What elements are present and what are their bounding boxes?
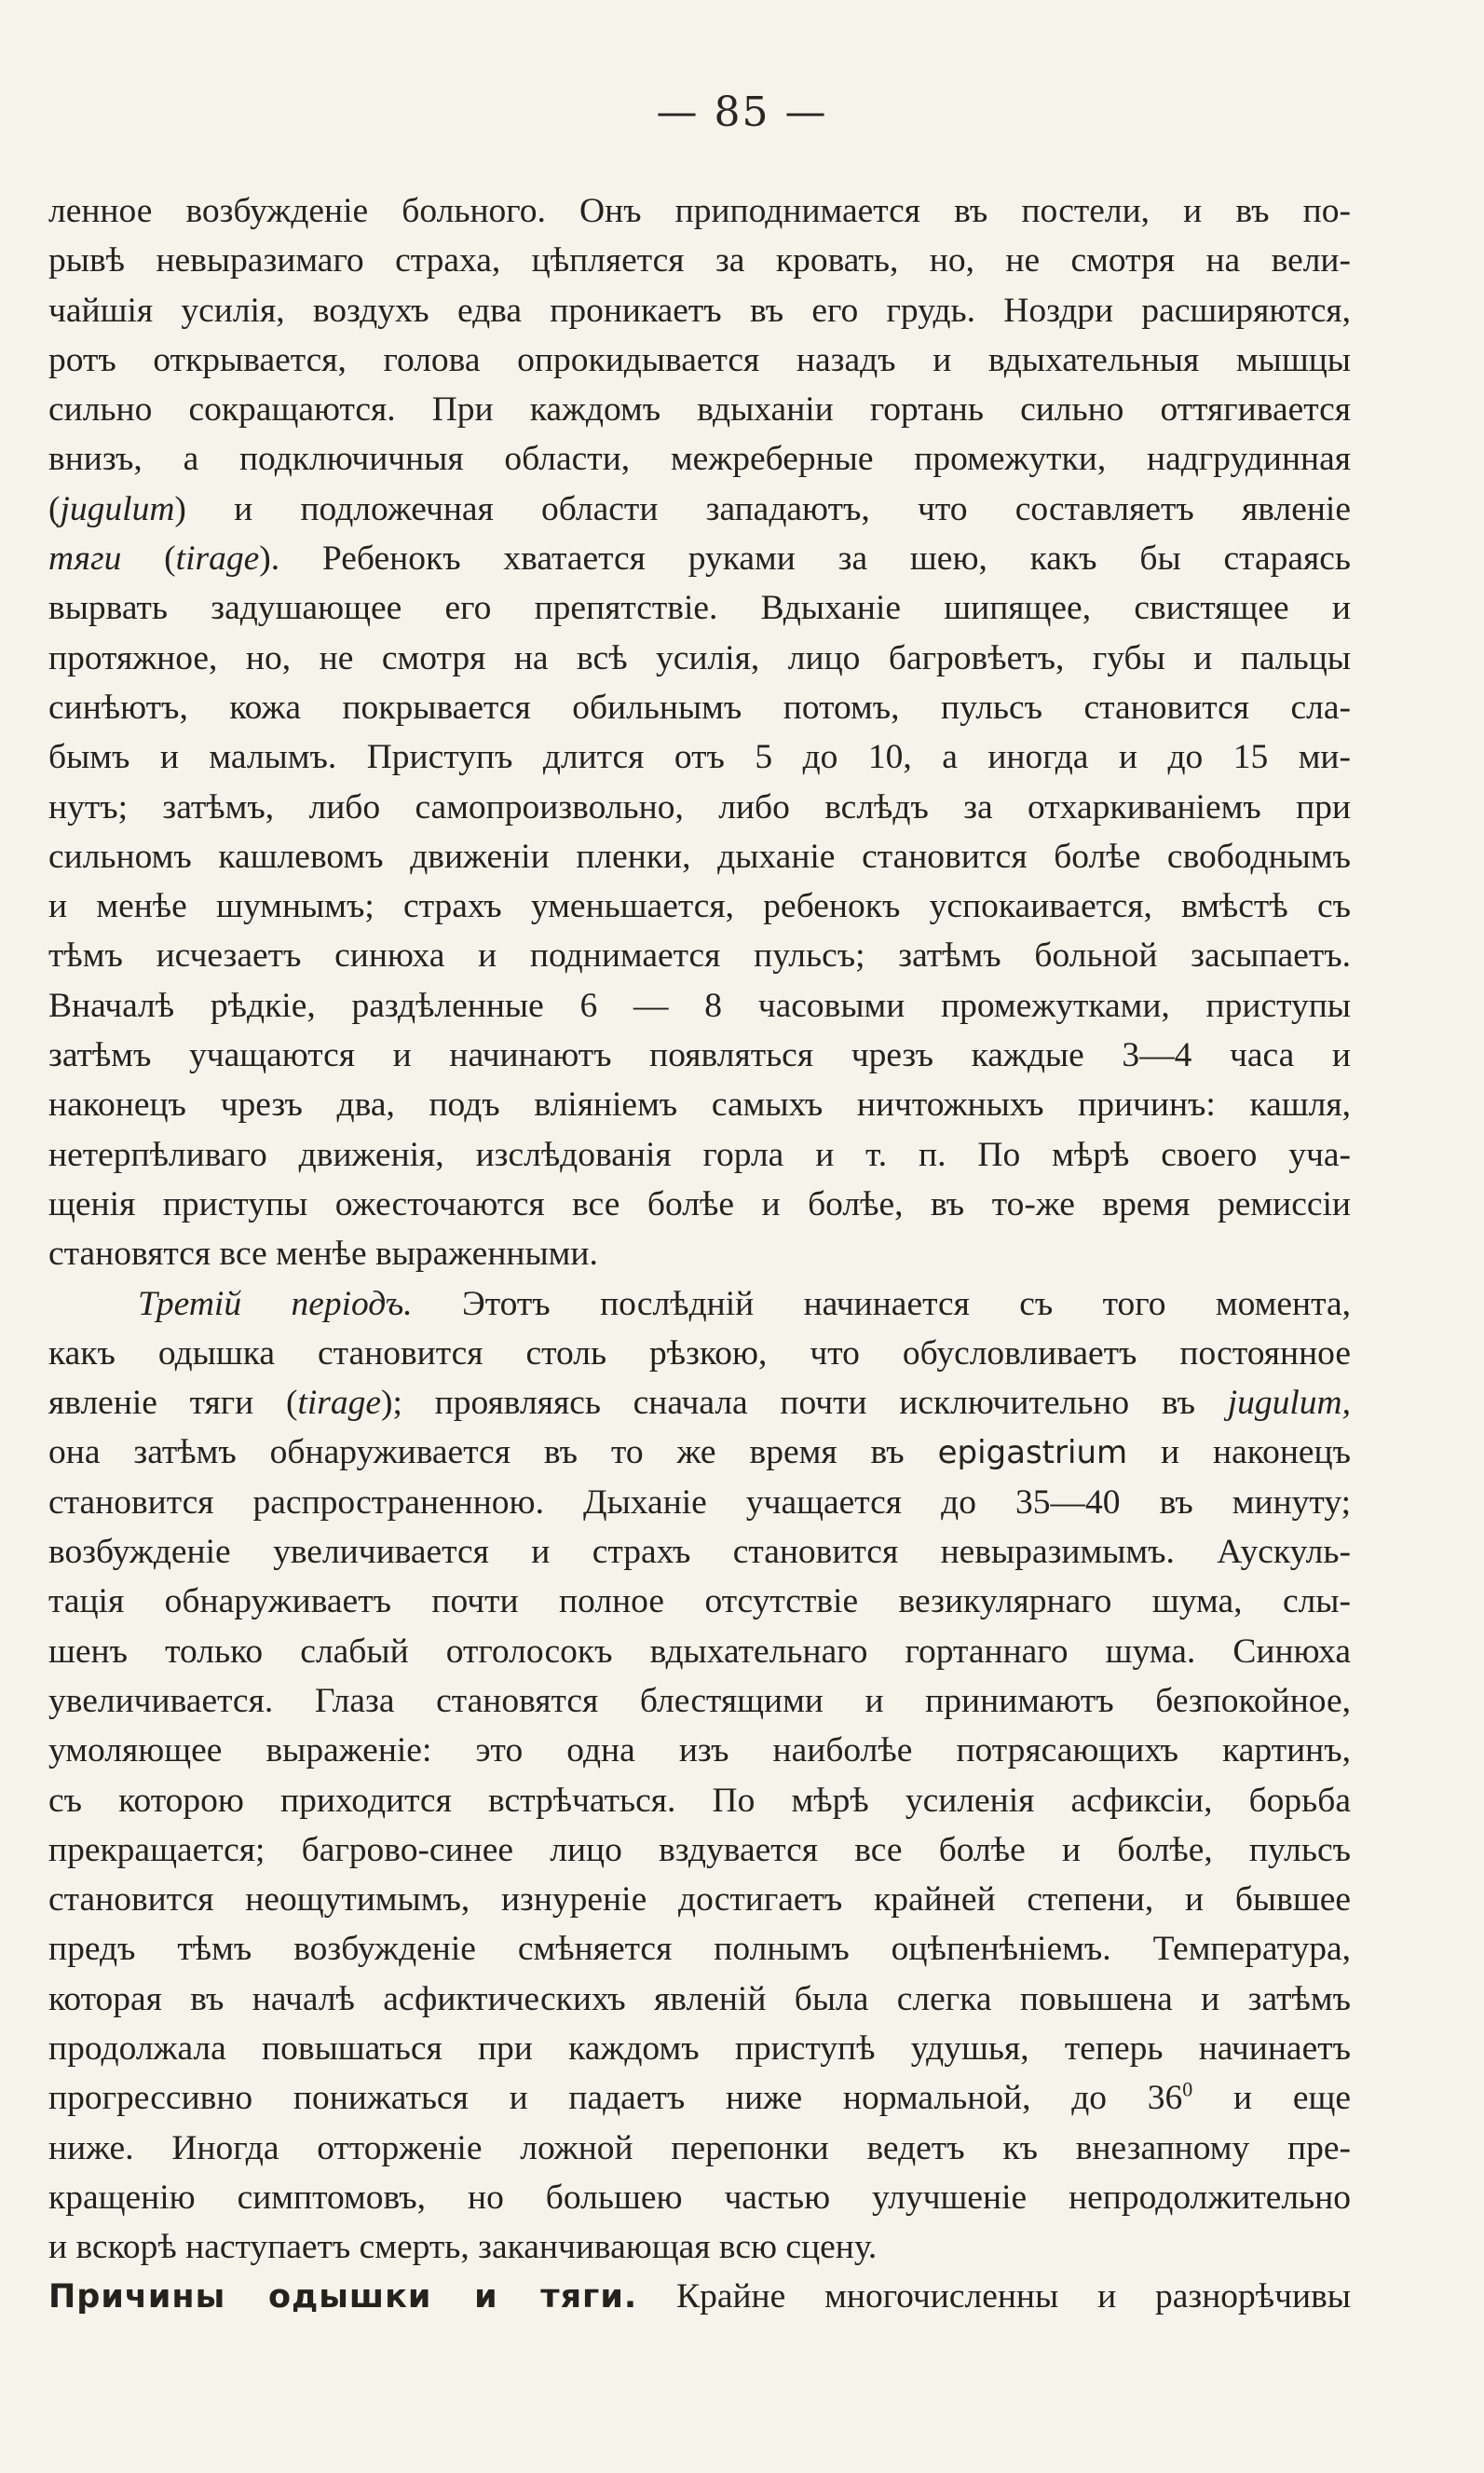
bold-heading: Причины одышки и тяги. xyxy=(48,2278,638,2316)
text-line: шенъ только слабый отголосокъ вдыхательнаго гортаннаго шума. Синюха xyxy=(48,1632,1351,1671)
text-fragment: ); проявляясь сначала почти исключительно въ xyxy=(381,1384,1228,1423)
text-line: увеличивается. Глаза становятся блестящими и принимаютъ безпокойное, xyxy=(48,1681,1351,1720)
text-line: нутъ; затѣмъ, либо самопроизвольно, либо вслѣдъ за отхаркиванiемъ при xyxy=(48,787,1351,827)
text-line: бымъ и малымъ. Приступъ длится отъ 5 до 10, а иногда и до 15 ми- xyxy=(48,738,1351,777)
text-line: ниже. Иногда отторженiе ложной перепонки ведетъ къ внезапному пре- xyxy=(48,2128,1351,2167)
text-line: возбужденiе увеличивается и страхъ становится невыразимымъ. Аускуль- xyxy=(48,1533,1351,1572)
text-line xyxy=(48,485,1351,534)
text-line: прекращается; багрово-синее лицо вздувается все болѣе и болѣе, пульсъ xyxy=(48,1830,1351,1869)
section-heading-line xyxy=(48,2272,1351,2321)
text-fragment: она затѣмъ обнаруживается въ то же время въ xyxy=(48,1433,938,1472)
text-line: протяжное, но, не смотря на всѣ усилiя, лицо багровѣетъ, губы и пальцы xyxy=(48,638,1351,677)
text-line xyxy=(48,1428,1351,1477)
page-number: — 85 — xyxy=(656,89,828,136)
text-line: затѣмъ учащаются и начинаютъ появляться чрезъ каждые 3—4 часа и xyxy=(48,1036,1351,1075)
text-line xyxy=(48,2073,1351,2123)
degree-superscript: 0 xyxy=(1182,2077,1193,2101)
latin-term: epigastrium xyxy=(937,1434,1128,1472)
text-line: и вскорѣ наступаетъ смерть, заканчивающая всю сцену. xyxy=(48,2228,878,2267)
italic-term: tirage xyxy=(175,540,260,579)
text-line: внизъ, а подключичныя области, межреберные промежутки, надгрудинная xyxy=(48,440,1351,479)
text-line: Вначалѣ рѣдкiе, раздѣленные 6 — 8 часовыми промежутками, приступы xyxy=(48,986,1351,1025)
text-line: тѣмъ исчезаетъ синюха и поднимается пульсъ; затѣмъ больной засыпаетъ. xyxy=(48,936,1351,976)
text-line: вырвать задушающее его препятствiе. Вдыханiе шипящее, свистящее и xyxy=(48,589,1351,628)
text-line: и менѣе шумнымъ; страхъ уменьшается, ребенокъ успокаивается, вмѣстѣ съ xyxy=(48,887,1351,926)
text-line: продолжала повышаться при каждомъ приступѣ удушья, теперь начинаетъ xyxy=(48,2029,1351,2068)
text-line: какъ одышка становится столь рѣзкою, что обусловливаетъ постоянное xyxy=(48,1333,1351,1373)
text-fragment: и еще xyxy=(1192,2079,1351,2118)
text-line: которая въ началѣ асфиктическихъ явленiй была слегка повышена и затѣмъ xyxy=(48,1979,1351,2018)
text-line xyxy=(48,1378,1351,1428)
text-fragment: Крайне многочисленны и разнорѣчивы xyxy=(637,2277,1351,2316)
text-line: наконецъ чрезъ два, подъ влiянiемъ самыхъ ничтожныхъ причинъ: кашля, xyxy=(48,1086,1351,1125)
text-line: щенiя приступы ожесточаются все болѣе и болѣе, въ то-же время ремиссiи xyxy=(48,1184,1351,1223)
text-fragment: ( xyxy=(121,540,176,579)
text-fragment: прогрессивно понижаться и падаетъ ниже нормальной, до 36 xyxy=(48,2079,1183,2118)
text-line xyxy=(48,534,1351,583)
text-line: съ которою приходится встрѣчаться. По мѣрѣ усиленiя асфиксiи, борьба xyxy=(48,1781,1351,1820)
italic-term: тяги xyxy=(48,540,122,579)
text-line: рывѣ невыразимаго страха, цѣпляется за кровать, но, не смотря на вели- xyxy=(48,241,1351,280)
text-fragment: Этотъ послѣднiй начинается съ того момента, xyxy=(412,1284,1351,1323)
italic-term: jugulum, xyxy=(1227,1384,1351,1423)
italic-term: jugulum xyxy=(60,489,175,528)
text-line: тацiя обнаруживаетъ почти полное отсутствiе везикулярнаго шума, слы- xyxy=(48,1582,1351,1621)
text-line: становится распространенною. Дыханiе учащается до 35—40 въ минуту; xyxy=(48,1482,1351,1522)
section-heading: Третiй перiодъ. xyxy=(138,1284,413,1323)
text-fragment: ). Ребенокъ хватается руками за шею, какъ бы стараясь xyxy=(259,540,1351,579)
text-fragment: ) и подложечная области западаютъ, что составляетъ явленiе xyxy=(174,489,1351,528)
text-line: предъ тѣмъ возбужденiе смѣняется полнымъ оцѣпенѣнiемъ. Температура, xyxy=(48,1930,1351,1969)
text-line: сильномъ кашлевомъ движенiи пленки, дыханiе становится болѣе свободнымъ xyxy=(48,837,1351,876)
text-line: сильно сокращаются. При каждомъ вдыханiи гортань сильно оттягивается xyxy=(48,390,1351,430)
body-text xyxy=(48,186,1351,2322)
text-line: чайшiя усилiя, воздухъ едва проникаетъ въ его грудь. Ноздри расширяются, xyxy=(48,291,1351,330)
text-line: умоляющее выраженiе: это одна изъ наиболѣе потрясающихъ картинъ, xyxy=(48,1731,1351,1770)
section-heading-line xyxy=(48,1279,1351,1329)
text-fragment: ( xyxy=(48,489,61,528)
text-fragment: и наконецъ xyxy=(1127,1433,1351,1472)
text-line: становятся все менѣе выраженными. xyxy=(48,1235,598,1274)
italic-term: tirage xyxy=(297,1384,382,1423)
text-line: ротъ открывается, голова опрокидывается назадъ и вдыхательныя мышцы xyxy=(48,340,1351,379)
text-line: нетерпѣливаго движенiя, изслѣдованiя горла и т. п. По мѣрѣ своего уча- xyxy=(48,1135,1351,1174)
text-line: становится неощутимымъ, изнуренiе достигаетъ крайней степени, и бывшее xyxy=(48,1880,1351,1920)
text-line: синѣютъ, кожа покрывается обильнымъ потомъ, пульсъ становится сла- xyxy=(48,688,1351,727)
text-fragment: явленiе тяги ( xyxy=(48,1384,298,1423)
text-line: ленное возбужденiе больного. Онъ приподнимается въ постели, и въ по- xyxy=(48,192,1351,230)
text-line: кращенiю симптомовъ, но большею частью улучшенiе непродолжительно xyxy=(48,2178,1351,2217)
